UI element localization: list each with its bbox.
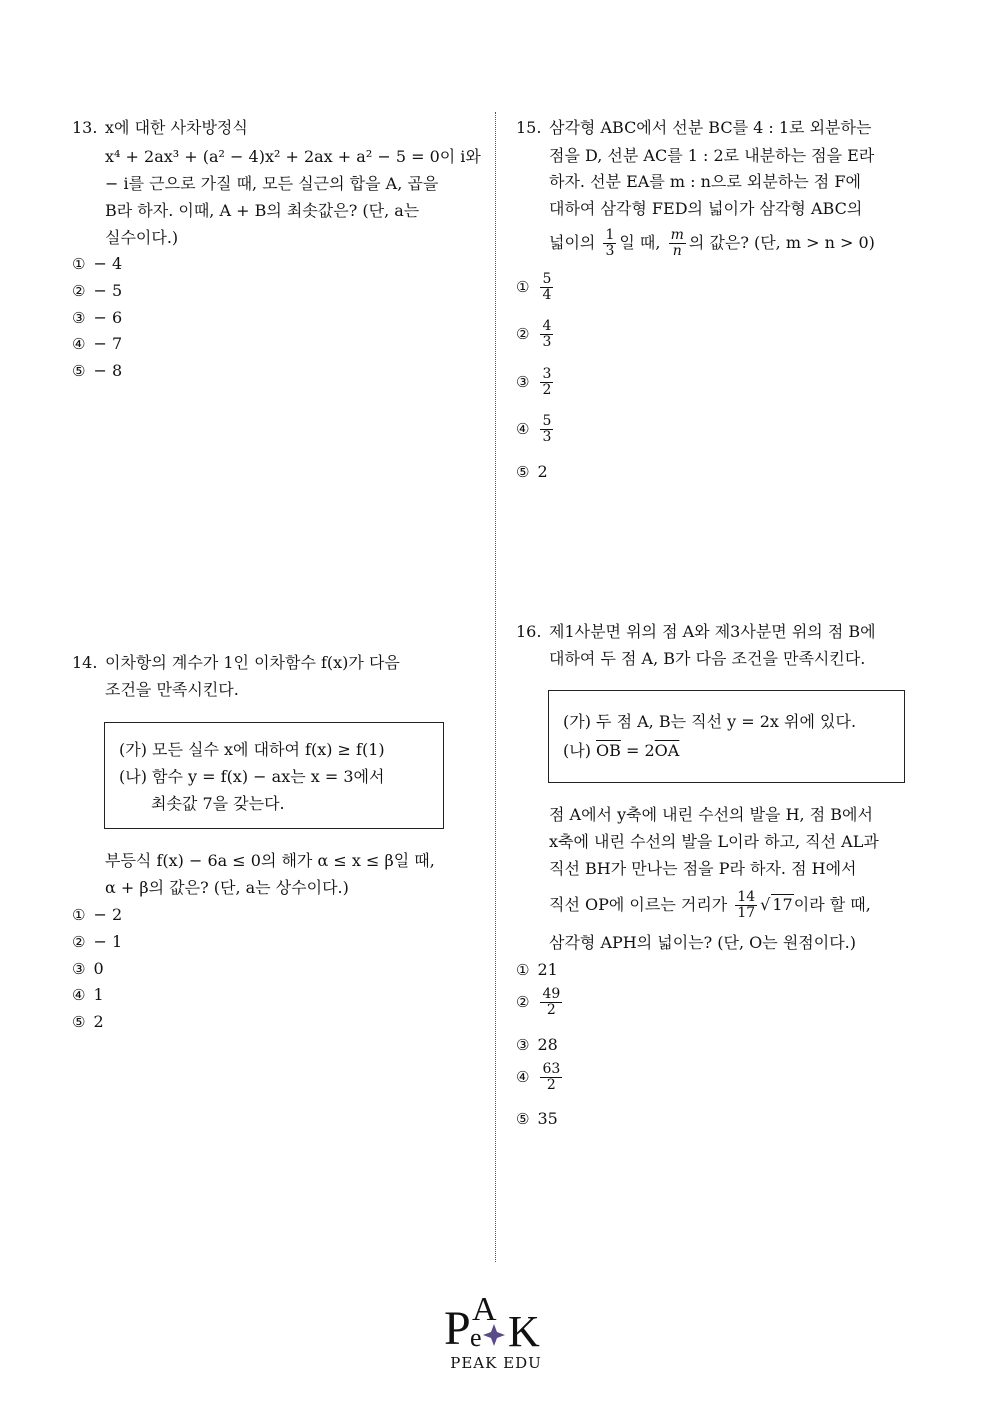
question-number: 15. — [516, 118, 542, 137]
question-number: 14. — [72, 653, 98, 672]
condition-a: (가) 두 점 A, B는 직선 y = 2x 위에 있다. — [563, 712, 857, 731]
answer-choice-4[interactable]: ④ 1 — [72, 985, 104, 1004]
answer-choice-3[interactable]: ③ − 6 — [72, 308, 123, 327]
answer-choice-3[interactable]: ③ 28 — [516, 1035, 558, 1054]
fraction: $\frac{m}{n}$ — [670, 227, 684, 259]
question-text: 삼각형 APH의 넓이는? (단, O는 원점이다.) — [549, 933, 856, 952]
condition-box — [104, 722, 444, 829]
question-text: 점 A에서 y축에 내린 수선의 발을 H, 점 B에서 — [549, 805, 873, 824]
question-text: 대하여 두 점 A, B가 다음 조건을 만족시킨다. — [549, 649, 866, 668]
question-text: B라 하자. 이때, A + B의 최솟값은? (단, a는 — [105, 201, 420, 220]
question-text: 대하여 삼각형 FED의 넓이가 삼각형 ABC의 — [549, 199, 863, 218]
condition-b-cont: 최솟값 7을 갖는다. — [151, 794, 285, 813]
question-text: 이차항의 계수가 1인 이차함수 f(x)가 다음 — [105, 653, 400, 672]
column-divider — [495, 112, 496, 1262]
question-text: − i를 근으로 가질 때, 모든 실근의 합을 A, 곱을 — [105, 174, 439, 193]
question-text-last: 넓이의 $\frac{1}{3}$ 일 때, $\frac{m}{n}$ 의 값은? (단, m > n > 0) — [549, 227, 875, 259]
question-text: 조건을 만족시킨다. — [105, 680, 239, 699]
answer-choice-5[interactable]: ⑤ 2 — [516, 462, 548, 481]
svg-text:P: P — [444, 1302, 471, 1355]
svg-text:A: A — [472, 1291, 497, 1328]
answer-choice-3[interactable]: ③ $\frac{3}{2}$ — [516, 366, 552, 398]
answer-choice-5[interactable]: ⑤ 35 — [516, 1109, 558, 1128]
condition-b: (나) $\overline{OB} = 2\overline{OA}$ — [563, 741, 680, 760]
fraction: $\frac{14}{17}$ — [737, 889, 756, 921]
question-text: 삼각형 ABC에서 선분 BC를 4 : 1로 외분하는 — [549, 118, 872, 137]
question-text: 점을 D, 선분 AC를 1 : 2로 내분하는 점을 E라 — [549, 146, 875, 165]
brand-name: PEAK EDU — [450, 1354, 542, 1372]
question-text: α + β의 값은? (단, a는 상수이다.) — [105, 878, 349, 897]
answer-choice-3[interactable]: ③ 0 — [72, 959, 104, 978]
condition-b: (나) 함수 y = f(x) − ax는 x = 3에서 — [119, 767, 385, 786]
question-text: 직선 BH가 만나는 점을 P라 하자. 점 H에서 — [549, 859, 857, 878]
question-text: 제1사분면 위의 점 A와 제3사분면 위의 점 B에 — [549, 622, 876, 641]
answer-choice-4[interactable]: ④ − 7 — [72, 334, 123, 353]
answer-choice-1[interactable]: ① 21 — [516, 960, 558, 979]
question-text-distance: 직선 OP에 이르는 거리가 $\frac{14}{17}$ √ 17이라 할 때, — [549, 889, 871, 921]
answer-choice-1[interactable]: ① − 2 — [72, 905, 123, 924]
condition-a: (가) 모든 실수 x에 대하여 f(x) ≥ f(1) — [119, 740, 385, 759]
answer-choice-1[interactable]: ① $\frac{5}{4}$ — [516, 271, 552, 303]
question-text: 부등식 f(x) − 6a ≤ 0의 해가 α ≤ x ≤ β일 때, — [105, 851, 435, 870]
svg-text:K: K — [508, 1307, 540, 1356]
answer-choice-5[interactable]: ⑤ − 8 — [72, 361, 123, 380]
question-text: x⁴ + 2ax³ + (a² − 4)x² + 2ax + a² − 5 = 0이 i와 — [105, 147, 481, 166]
sqrt-sign: √ — [760, 895, 771, 914]
answer-choice-2[interactable]: ② − 1 — [72, 932, 123, 951]
svg-text:e: e — [470, 1323, 482, 1352]
answer-choice-2[interactable]: ② $\frac{49}{2}$ — [516, 986, 561, 1018]
answer-choice-4[interactable]: ④ $\frac{63}{2}$ — [516, 1061, 561, 1093]
question-text: x축에 내린 수선의 발을 L이라 하고, 직선 AL과 — [549, 832, 879, 851]
question-number: 13. — [72, 118, 98, 137]
answer-choice-1[interactable]: ① − 4 — [72, 254, 123, 273]
question-text: x에 대한 사차방정식 — [105, 118, 248, 137]
answer-choice-5[interactable]: ⑤ 2 — [72, 1012, 104, 1031]
fraction: $\frac{1}{3}$ — [605, 227, 615, 259]
answer-choice-2[interactable]: ② − 5 — [72, 281, 123, 300]
answer-choice-4[interactable]: ④ $\frac{5}{3}$ — [516, 413, 552, 445]
question-text: 하자. 선분 EA를 m : n으로 외분하는 점 F에 — [549, 172, 861, 191]
question-text: 실수이다.) — [105, 228, 179, 247]
question-number: 16. — [516, 622, 542, 641]
condition-box — [548, 690, 905, 783]
answer-choice-2[interactable]: ② $\frac{4}{3}$ — [516, 318, 552, 350]
